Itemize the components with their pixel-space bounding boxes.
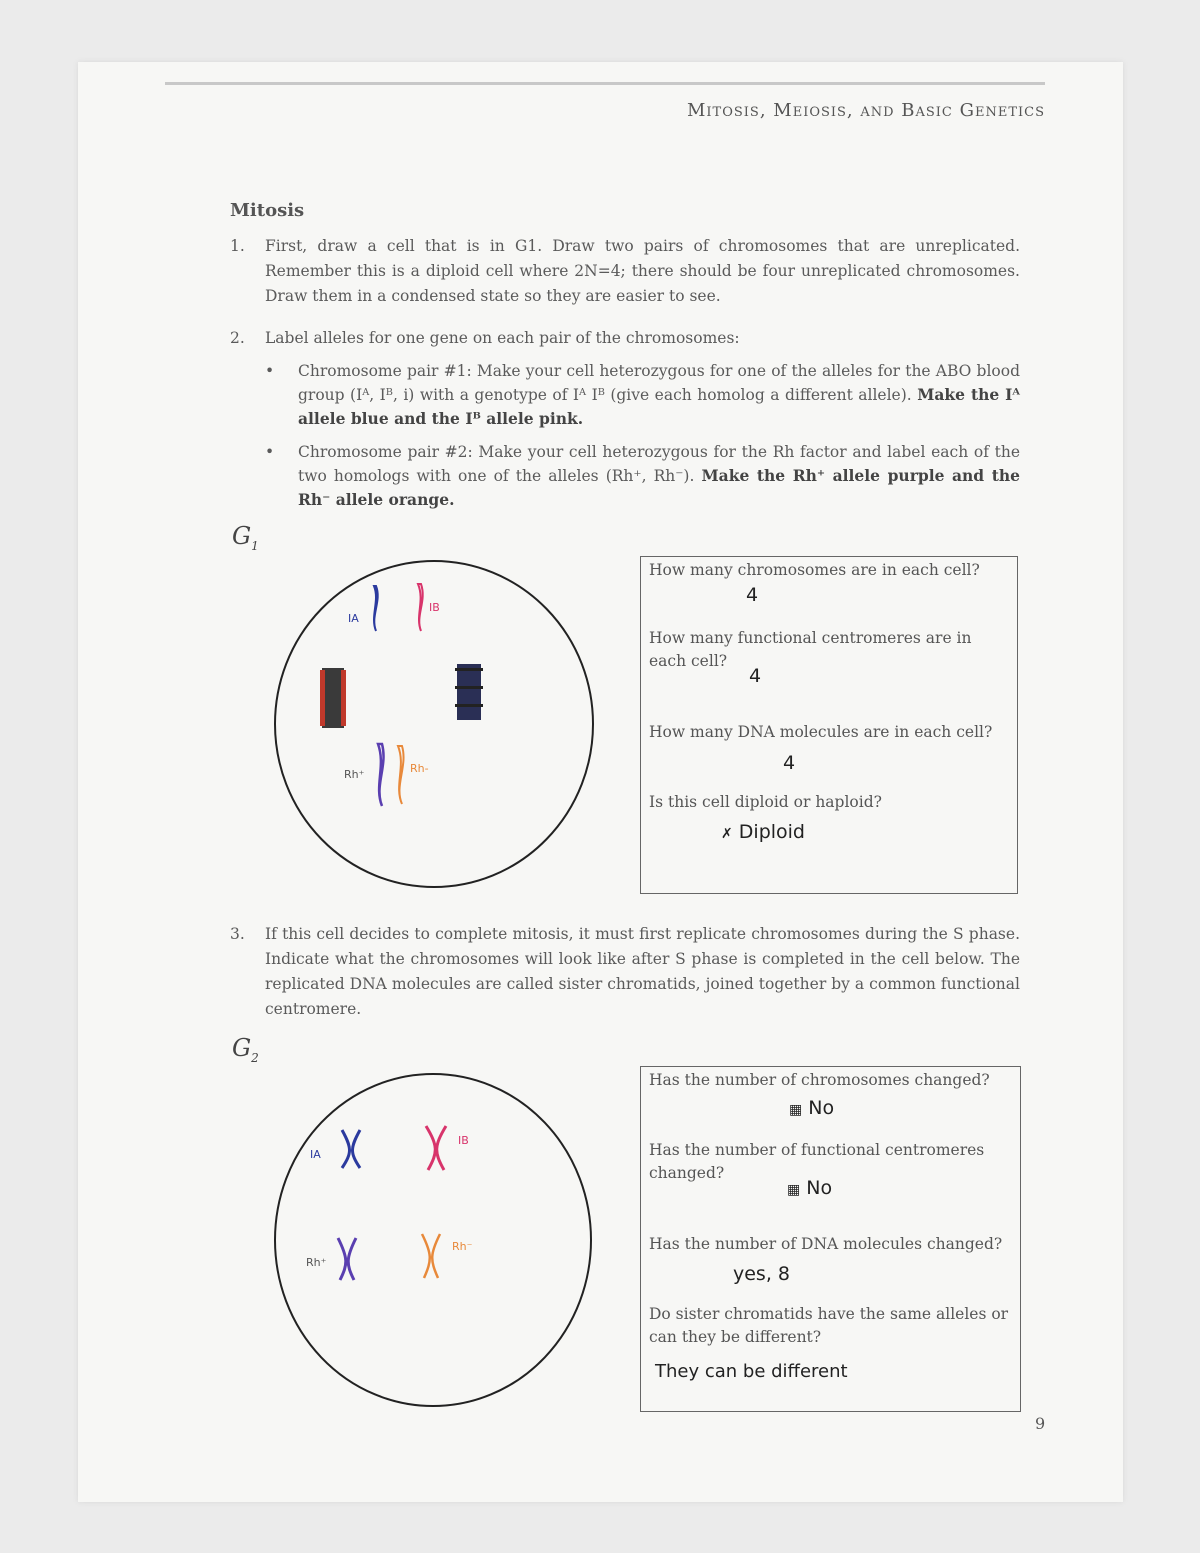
page-number: 9 — [1035, 1414, 1046, 1433]
g2-question-box — [640, 1066, 1021, 1412]
section-title: Mitosis — [230, 200, 305, 221]
chromosome-rh-minus — [398, 746, 404, 804]
scribbled-chromosome-left — [320, 668, 346, 728]
scribbled-chromosome-right — [455, 664, 483, 720]
chromosome-ib — [418, 584, 423, 631]
g2-q1: Has the number of chromosomes changed? — [649, 1071, 990, 1089]
bullet-2-text: Chromosome pair #2: Make your cell heterozygous for the Rh factor and label each of the two homologs with one of the alleles (Rh⁺, Rh⁻). — [298, 443, 1020, 485]
phase-subscript: 2 — [251, 1050, 259, 1065]
g1-cell-drawing — [270, 556, 605, 896]
bullet-2-bold: Make the Rh⁺ allele purple and the Rh⁻ allele orange. — [298, 466, 1020, 509]
chromosome-ia — [374, 586, 378, 631]
running-header: Mitosis, Meiosis, and Basic Genetics — [686, 100, 1045, 121]
g1-a1: 4 — [746, 584, 759, 606]
phase-label-g1 — [232, 522, 259, 553]
g1-a4-wrap — [721, 821, 805, 843]
bullet-1-bold: Make the Iᴬ allele blue and the Iᴮ allele pink. — [298, 385, 1020, 428]
check-mark-icon: ✗ — [721, 826, 733, 842]
question-2 — [230, 326, 1020, 354]
label-ia: IA — [348, 612, 359, 625]
chromatid-pair-rh-minus — [422, 1234, 440, 1278]
question-1-number: 1. — [230, 237, 245, 255]
g2-q3: Has the number of DNA molecules changed? — [649, 1235, 1003, 1253]
g2-q4: Do sister chromatids have the same alleles or can they be different? — [649, 1305, 1009, 1346]
label-rh-minus: Rh- — [410, 762, 429, 775]
g2-a1: No — [808, 1097, 835, 1119]
question-1 — [230, 234, 1020, 314]
g1-q2: How many functional centromeres are in each cell? — [649, 629, 972, 670]
g1-a2: 4 — [749, 665, 762, 687]
chromatid-pair-rh-plus — [338, 1238, 356, 1280]
phase-subscript: 1 — [251, 538, 259, 553]
bullet-chromosome-pair-2 — [265, 440, 1020, 515]
g1-q3: How many DNA molecules are in each cell? — [649, 723, 993, 741]
bullet-chromosome-pair-1 — [265, 359, 1020, 434]
label-rh-plus: Rh⁺ — [344, 768, 365, 781]
g1-question-box — [640, 556, 1018, 894]
cell-membrane — [275, 1074, 591, 1406]
g2-q2: Has the number of functional centromeres changed? — [649, 1141, 985, 1182]
g1-q4: Is this cell diploid or haploid? — [649, 793, 882, 811]
chromatid-pair-ib — [426, 1126, 446, 1170]
label-rh-minus: Rh⁻ — [452, 1240, 473, 1253]
bullet-1-text: Chromosome pair #1: Make your cell heterozygous for one of the alleles for the ABO blood group (Iᴬ, Iᴮ, i) with a genotype of Iᴬ Iᴮ (give each homolog a different allele). — [298, 362, 1020, 404]
question-3-number: 3. — [230, 925, 245, 943]
bullet-dot: • — [265, 362, 275, 380]
g1-a4: Diploid — [738, 821, 805, 843]
g2-a4: They can be different — [655, 1361, 848, 1382]
question-1-text: First, draw a cell that is in G1. Draw two pairs of chromosomes that are unreplicated. Remember this is a diploid cell where 2N=4; there should be four unreplicated chromosomes. Draw them in a condensed state so they are easier to see. — [265, 237, 1020, 305]
label-ia: IA — [310, 1148, 321, 1161]
g2-a1-wrap — [789, 1097, 834, 1119]
question-3-text: If this cell decides to complete mitosis, it must first replicate chromosomes during the S phase. Indicate what the chromosomes will look like after S phase is completed in the cell below. The replicated DNA molecules are called sister chromatids, joined together by a common functional centromere. — [265, 925, 1020, 1018]
chromosome-rh-plus — [378, 744, 384, 806]
bullet-2-body — [298, 440, 1020, 512]
question-3 — [230, 922, 1020, 1022]
g2-a2: No — [806, 1177, 833, 1199]
bullet-dot: • — [265, 443, 275, 461]
g2-a3: yes, 8 — [733, 1263, 790, 1285]
phase-letter: G — [232, 1034, 252, 1062]
question-2-number: 2. — [230, 329, 245, 347]
phase-letter: G — [232, 522, 252, 550]
g2-a2-wrap — [787, 1177, 832, 1199]
label-ib: IB — [429, 601, 440, 614]
g2-cell-drawing — [270, 1068, 600, 1410]
question-2-text: Label alleles for one gene on each pair of the chromosomes: — [265, 329, 740, 347]
header-rule — [165, 82, 1045, 85]
label-ib: IB — [458, 1134, 469, 1147]
bullet-1-body — [298, 359, 1020, 431]
phase-label-g2 — [232, 1034, 259, 1065]
label-rh-plus: Rh⁺ — [306, 1256, 327, 1269]
g1-a3: 4 — [783, 752, 796, 774]
g1-q1: How many chromosomes are in each cell? — [649, 561, 980, 579]
scribble-icon: ▦ — [789, 1102, 803, 1118]
chromatid-pair-ia — [342, 1130, 360, 1168]
scribble-icon: ▦ — [787, 1182, 801, 1198]
